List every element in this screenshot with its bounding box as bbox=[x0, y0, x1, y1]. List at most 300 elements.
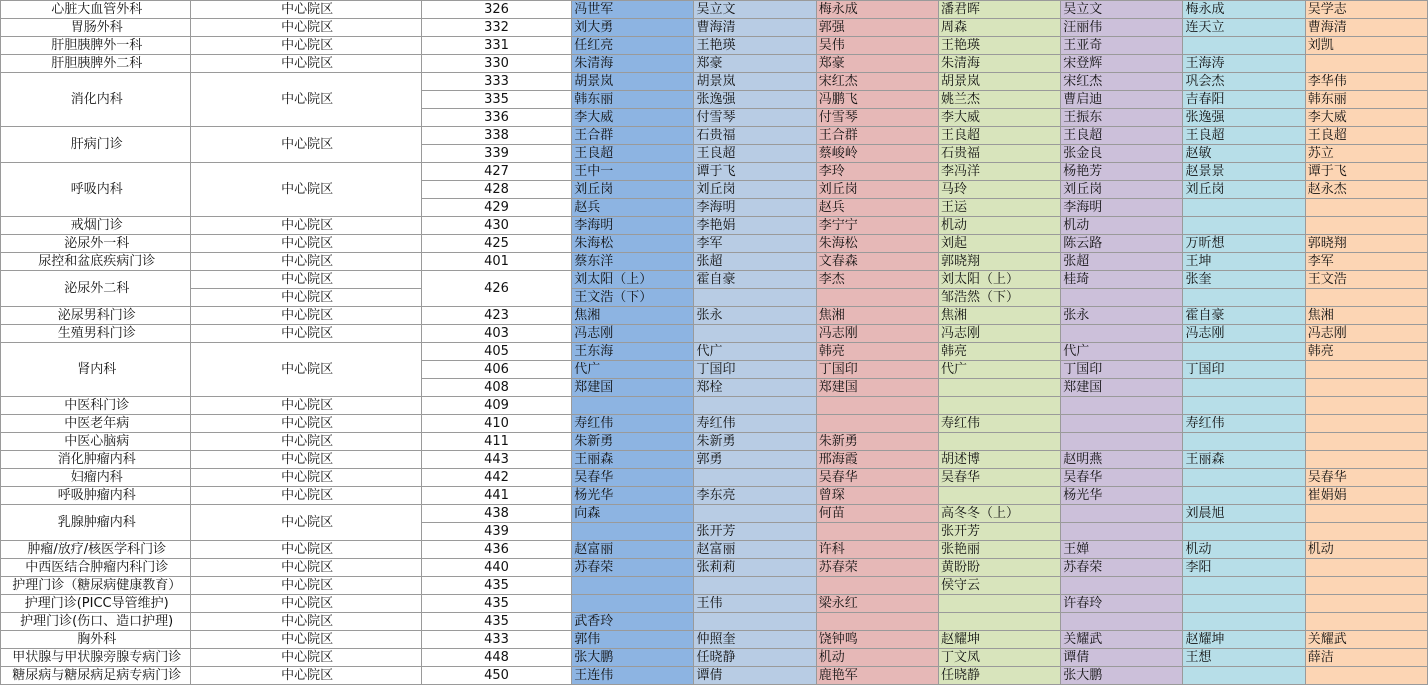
doctor-cell-day-5: 丁国印 bbox=[1061, 361, 1183, 379]
doctor-cell-day-6: 巩会杰 bbox=[1183, 73, 1305, 91]
doctor-cell-day-7: 赵永杰 bbox=[1305, 181, 1427, 199]
campus-cell: 中心院区 bbox=[191, 235, 421, 253]
room-cell: 428 bbox=[421, 181, 571, 199]
doctor-cell-day-4 bbox=[938, 613, 1060, 631]
doctor-cell-day-3: 饶钟鸣 bbox=[816, 631, 938, 649]
campus-cell: 中心院区 bbox=[191, 415, 421, 433]
doctor-cell-day-3: 梁永红 bbox=[816, 595, 938, 613]
doctor-cell-day-7: 关耀武 bbox=[1305, 631, 1427, 649]
table-row bbox=[1, 433, 1428, 451]
doctor-cell-day-3: 丁国印 bbox=[816, 361, 938, 379]
doctor-cell-day-5 bbox=[1061, 289, 1183, 307]
room-cell: 441 bbox=[421, 487, 571, 505]
table-row bbox=[1, 469, 1428, 487]
campus-cell: 中心院区 bbox=[191, 37, 421, 55]
table-row bbox=[1, 55, 1428, 73]
department-cell: 肝病门诊 bbox=[1, 127, 191, 163]
doctor-cell-day-7 bbox=[1305, 415, 1427, 433]
doctor-cell-day-5: 汪丽伟 bbox=[1061, 19, 1183, 37]
table-row bbox=[1, 667, 1428, 685]
doctor-cell-day-5 bbox=[1061, 577, 1183, 595]
doctor-cell-day-1: 朱清海 bbox=[572, 55, 694, 73]
doctor-cell-day-6 bbox=[1183, 379, 1305, 397]
table-row bbox=[1, 163, 1428, 181]
campus-cell: 中心院区 bbox=[191, 487, 421, 505]
doctor-cell-day-4: 焦湘 bbox=[938, 307, 1060, 325]
doctor-cell-day-3: 郑建国 bbox=[816, 379, 938, 397]
doctor-cell-day-6 bbox=[1183, 667, 1305, 685]
room-cell: 436 bbox=[421, 541, 571, 559]
doctor-cell-day-7 bbox=[1305, 397, 1427, 415]
department-cell: 生殖男科门诊 bbox=[1, 325, 191, 343]
department-cell: 甲状腺与甲状腺旁腺专病门诊 bbox=[1, 649, 191, 667]
doctor-cell-day-4: 吴春华 bbox=[938, 469, 1060, 487]
doctor-cell-day-5: 刘丘岗 bbox=[1061, 181, 1183, 199]
table-row bbox=[1, 595, 1428, 613]
doctor-cell-day-2: 王伟 bbox=[694, 595, 816, 613]
department-cell: 泌尿外一科 bbox=[1, 235, 191, 253]
doctor-cell-day-2 bbox=[694, 397, 816, 415]
doctor-cell-day-1: 张大鹏 bbox=[572, 649, 694, 667]
doctor-cell-day-7: 王良超 bbox=[1305, 127, 1427, 145]
doctor-cell-day-7: 李华伟 bbox=[1305, 73, 1427, 91]
doctor-cell-day-1: 王东海 bbox=[572, 343, 694, 361]
doctor-cell-day-1: 刘太阳（上） bbox=[572, 271, 694, 289]
doctor-cell-day-6 bbox=[1183, 217, 1305, 235]
doctor-cell-day-2 bbox=[694, 613, 816, 631]
doctor-cell-day-6: 王想 bbox=[1183, 649, 1305, 667]
doctor-cell-day-7: 韩东丽 bbox=[1305, 91, 1427, 109]
campus-cell: 中心院区 bbox=[191, 271, 421, 289]
doctor-cell-day-6 bbox=[1183, 37, 1305, 55]
campus-cell: 中心院区 bbox=[191, 343, 421, 397]
campus-cell: 中心院区 bbox=[191, 559, 421, 577]
department-cell: 中医心脑病 bbox=[1, 433, 191, 451]
doctor-cell-day-3: 鹿艳军 bbox=[816, 667, 938, 685]
table-row bbox=[1, 307, 1428, 325]
table-row bbox=[1, 73, 1428, 91]
doctor-cell-day-4: 郭晓翔 bbox=[938, 253, 1060, 271]
room-cell: 435 bbox=[421, 577, 571, 595]
department-cell: 呼吸肿瘤内科 bbox=[1, 487, 191, 505]
doctor-cell-day-7: 吴春华 bbox=[1305, 469, 1427, 487]
doctor-cell-day-5 bbox=[1061, 415, 1183, 433]
room-cell: 435 bbox=[421, 595, 571, 613]
doctor-cell-day-4: 丁文凤 bbox=[938, 649, 1060, 667]
department-cell: 消化肿瘤内科 bbox=[1, 451, 191, 469]
doctor-cell-day-4: 王运 bbox=[938, 199, 1060, 217]
doctor-cell-day-2: 付雪琴 bbox=[694, 109, 816, 127]
doctor-cell-day-5: 李海明 bbox=[1061, 199, 1183, 217]
table-row bbox=[1, 235, 1428, 253]
doctor-cell-day-4: 王艳瑛 bbox=[938, 37, 1060, 55]
room-cell: 401 bbox=[421, 253, 571, 271]
table-row bbox=[1, 19, 1428, 37]
doctor-cell-day-1 bbox=[572, 577, 694, 595]
doctor-cell-day-7 bbox=[1305, 433, 1427, 451]
department-cell: 中西医结合肿瘤内科门诊 bbox=[1, 559, 191, 577]
doctor-cell-day-4: 机动 bbox=[938, 217, 1060, 235]
doctor-cell-day-3 bbox=[816, 397, 938, 415]
table-row bbox=[1, 505, 1428, 523]
doctor-cell-day-1: 王文浩（下） bbox=[572, 289, 694, 307]
doctor-cell-day-2: 王良超 bbox=[694, 145, 816, 163]
doctor-cell-day-1: 冯世军 bbox=[572, 1, 694, 19]
doctor-cell-day-5 bbox=[1061, 505, 1183, 523]
doctor-cell-day-3 bbox=[816, 289, 938, 307]
schedule-body bbox=[1, 1, 1428, 685]
doctor-cell-day-3: 郭强 bbox=[816, 19, 938, 37]
department-cell: 护理门诊（糖尿病健康教育） bbox=[1, 577, 191, 595]
department-cell: 中医老年病 bbox=[1, 415, 191, 433]
doctor-cell-day-7 bbox=[1305, 361, 1427, 379]
doctor-cell-day-5: 王良超 bbox=[1061, 127, 1183, 145]
doctor-cell-day-6 bbox=[1183, 469, 1305, 487]
room-cell: 330 bbox=[421, 55, 571, 73]
table-row bbox=[1, 289, 1428, 307]
doctor-cell-day-3 bbox=[816, 577, 938, 595]
doctor-cell-day-7 bbox=[1305, 667, 1427, 685]
room-cell: 442 bbox=[421, 469, 571, 487]
doctor-cell-day-3: 韩亮 bbox=[816, 343, 938, 361]
doctor-cell-day-2: 王艳瑛 bbox=[694, 37, 816, 55]
doctor-cell-day-1: 李大威 bbox=[572, 109, 694, 127]
doctor-cell-day-7 bbox=[1305, 217, 1427, 235]
doctor-cell-day-6: 赵敏 bbox=[1183, 145, 1305, 163]
doctor-cell-day-1: 武香玲 bbox=[572, 613, 694, 631]
doctor-cell-day-5: 杨艳芳 bbox=[1061, 163, 1183, 181]
doctor-cell-day-2: 仲照奎 bbox=[694, 631, 816, 649]
campus-cell: 中心院区 bbox=[191, 433, 421, 451]
campus-cell: 中心院区 bbox=[191, 253, 421, 271]
doctor-cell-day-7: 郭晓翔 bbox=[1305, 235, 1427, 253]
doctor-cell-day-4: 代广 bbox=[938, 361, 1060, 379]
doctor-cell-day-2 bbox=[694, 469, 816, 487]
doctor-cell-day-3: 王合群 bbox=[816, 127, 938, 145]
table-row bbox=[1, 649, 1428, 667]
doctor-cell-day-5: 陈云路 bbox=[1061, 235, 1183, 253]
room-cell: 443 bbox=[421, 451, 571, 469]
doctor-cell-day-3: 朱海松 bbox=[816, 235, 938, 253]
room-cell: 411 bbox=[421, 433, 571, 451]
doctor-cell-day-6: 连天立 bbox=[1183, 19, 1305, 37]
doctor-cell-day-3 bbox=[816, 523, 938, 541]
doctor-cell-day-4: 马玲 bbox=[938, 181, 1060, 199]
room-cell: 326 bbox=[421, 1, 571, 19]
doctor-cell-day-7: 曹海清 bbox=[1305, 19, 1427, 37]
campus-cell: 中心院区 bbox=[191, 73, 421, 127]
room-cell: 450 bbox=[421, 667, 571, 685]
doctor-cell-day-4 bbox=[938, 595, 1060, 613]
doctor-cell-day-2: 胡景岚 bbox=[694, 73, 816, 91]
room-cell: 423 bbox=[421, 307, 571, 325]
doctor-cell-day-3: 刘丘岗 bbox=[816, 181, 938, 199]
doctor-cell-day-5: 赵明燕 bbox=[1061, 451, 1183, 469]
doctor-cell-day-5 bbox=[1061, 523, 1183, 541]
doctor-cell-day-6: 张奎 bbox=[1183, 271, 1305, 289]
doctor-cell-day-3: 宋红杰 bbox=[816, 73, 938, 91]
doctor-cell-day-5: 代广 bbox=[1061, 343, 1183, 361]
doctor-cell-day-2 bbox=[694, 289, 816, 307]
room-cell: 435 bbox=[421, 613, 571, 631]
doctor-cell-day-1: 李海明 bbox=[572, 217, 694, 235]
doctor-cell-day-7 bbox=[1305, 379, 1427, 397]
doctor-cell-day-4: 李大威 bbox=[938, 109, 1060, 127]
room-cell: 429 bbox=[421, 199, 571, 217]
table-row bbox=[1, 1, 1428, 19]
doctor-cell-day-6: 李阳 bbox=[1183, 559, 1305, 577]
doctor-cell-day-4 bbox=[938, 433, 1060, 451]
doctor-cell-day-5: 谭倩 bbox=[1061, 649, 1183, 667]
doctor-cell-day-3: 朱新勇 bbox=[816, 433, 938, 451]
doctor-cell-day-6: 王海涛 bbox=[1183, 55, 1305, 73]
table-row bbox=[1, 577, 1428, 595]
doctor-cell-day-1: 朱海松 bbox=[572, 235, 694, 253]
doctor-cell-day-3: 曾琛 bbox=[816, 487, 938, 505]
department-cell: 乳腺肿瘤内科 bbox=[1, 505, 191, 541]
department-cell: 肝胆胰脾外一科 bbox=[1, 37, 191, 55]
doctor-cell-day-3: 梅永成 bbox=[816, 1, 938, 19]
table-row bbox=[1, 631, 1428, 649]
doctor-cell-day-5: 张超 bbox=[1061, 253, 1183, 271]
campus-cell: 中心院区 bbox=[191, 505, 421, 541]
doctor-cell-day-2: 寿红伟 bbox=[694, 415, 816, 433]
department-cell: 中医科门诊 bbox=[1, 397, 191, 415]
doctor-cell-day-5: 吴春华 bbox=[1061, 469, 1183, 487]
doctor-cell-day-5: 郑建国 bbox=[1061, 379, 1183, 397]
room-cell: 339 bbox=[421, 145, 571, 163]
doctor-cell-day-2: 吴立文 bbox=[694, 1, 816, 19]
table-row bbox=[1, 271, 1428, 289]
doctor-cell-day-6 bbox=[1183, 343, 1305, 361]
doctor-cell-day-4: 侯守云 bbox=[938, 577, 1060, 595]
doctor-cell-day-2: 郑栓 bbox=[694, 379, 816, 397]
doctor-cell-day-3: 李玲 bbox=[816, 163, 938, 181]
table-row bbox=[1, 217, 1428, 235]
doctor-cell-day-1: 胡景岚 bbox=[572, 73, 694, 91]
doctor-cell-day-4: 寿红伟 bbox=[938, 415, 1060, 433]
campus-cell: 中心院区 bbox=[191, 163, 421, 217]
doctor-cell-day-2: 曹海清 bbox=[694, 19, 816, 37]
doctor-cell-day-5: 张永 bbox=[1061, 307, 1183, 325]
doctor-cell-day-7: 吴学志 bbox=[1305, 1, 1427, 19]
room-cell: 426 bbox=[421, 271, 571, 307]
doctor-cell-day-7 bbox=[1305, 523, 1427, 541]
room-cell: 427 bbox=[421, 163, 571, 181]
table-row bbox=[1, 415, 1428, 433]
doctor-cell-day-4: 赵耀坤 bbox=[938, 631, 1060, 649]
room-cell: 403 bbox=[421, 325, 571, 343]
doctor-cell-day-5: 王振东 bbox=[1061, 109, 1183, 127]
doctor-cell-day-4: 石贵福 bbox=[938, 145, 1060, 163]
doctor-cell-day-5: 桂琦 bbox=[1061, 271, 1183, 289]
doctor-cell-day-6 bbox=[1183, 595, 1305, 613]
campus-cell: 中心院区 bbox=[191, 325, 421, 343]
doctor-cell-day-5: 张金良 bbox=[1061, 145, 1183, 163]
doctor-cell-day-4: 冯志刚 bbox=[938, 325, 1060, 343]
doctor-cell-day-7 bbox=[1305, 55, 1427, 73]
doctor-cell-day-1 bbox=[572, 595, 694, 613]
doctor-cell-day-4: 王良超 bbox=[938, 127, 1060, 145]
doctor-cell-day-6: 寿红伟 bbox=[1183, 415, 1305, 433]
doctor-cell-day-4: 张艳丽 bbox=[938, 541, 1060, 559]
doctor-cell-day-2: 郭勇 bbox=[694, 451, 816, 469]
doctor-cell-day-7: 薛洁 bbox=[1305, 649, 1427, 667]
doctor-cell-day-2: 代广 bbox=[694, 343, 816, 361]
doctor-cell-day-2: 赵富丽 bbox=[694, 541, 816, 559]
doctor-cell-day-7: 韩亮 bbox=[1305, 343, 1427, 361]
doctor-cell-day-1: 刘大勇 bbox=[572, 19, 694, 37]
room-cell: 410 bbox=[421, 415, 571, 433]
doctor-cell-day-5: 曹启迪 bbox=[1061, 91, 1183, 109]
doctor-cell-day-1: 代广 bbox=[572, 361, 694, 379]
doctor-cell-day-1: 刘丘岗 bbox=[572, 181, 694, 199]
doctor-cell-day-1 bbox=[572, 397, 694, 415]
doctor-cell-day-2: 任晓静 bbox=[694, 649, 816, 667]
campus-cell: 中心院区 bbox=[191, 289, 421, 307]
doctor-cell-day-2 bbox=[694, 505, 816, 523]
doctor-cell-day-2 bbox=[694, 577, 816, 595]
doctor-cell-day-3 bbox=[816, 613, 938, 631]
doctor-cell-day-6: 张逸强 bbox=[1183, 109, 1305, 127]
doctor-cell-day-6: 赵景景 bbox=[1183, 163, 1305, 181]
doctor-cell-day-3: 苏春荣 bbox=[816, 559, 938, 577]
campus-cell: 中心院区 bbox=[191, 127, 421, 163]
room-cell: 335 bbox=[421, 91, 571, 109]
doctor-cell-day-2: 谭于飞 bbox=[694, 163, 816, 181]
doctor-cell-day-5: 宋红杰 bbox=[1061, 73, 1183, 91]
doctor-cell-day-6: 机动 bbox=[1183, 541, 1305, 559]
room-cell: 405 bbox=[421, 343, 571, 361]
department-cell: 护理门诊(PICC导管维护) bbox=[1, 595, 191, 613]
doctor-cell-day-2: 朱新勇 bbox=[694, 433, 816, 451]
doctor-cell-day-1: 苏春荣 bbox=[572, 559, 694, 577]
doctor-cell-day-4 bbox=[938, 397, 1060, 415]
room-cell: 430 bbox=[421, 217, 571, 235]
doctor-cell-day-6: 万昕想 bbox=[1183, 235, 1305, 253]
doctor-cell-day-4: 朱清海 bbox=[938, 55, 1060, 73]
doctor-cell-day-7: 刘凯 bbox=[1305, 37, 1427, 55]
doctor-cell-day-7: 李大威 bbox=[1305, 109, 1427, 127]
doctor-cell-day-2: 丁国印 bbox=[694, 361, 816, 379]
room-cell: 408 bbox=[421, 379, 571, 397]
doctor-cell-day-1: 朱新勇 bbox=[572, 433, 694, 451]
department-cell: 心脏大血管外科 bbox=[1, 1, 191, 19]
doctor-cell-day-5: 关耀武 bbox=[1061, 631, 1183, 649]
doctor-cell-day-3: 邢海霞 bbox=[816, 451, 938, 469]
doctor-cell-day-2: 郑豪 bbox=[694, 55, 816, 73]
doctor-cell-day-6: 王良超 bbox=[1183, 127, 1305, 145]
doctor-cell-day-7: 谭于飞 bbox=[1305, 163, 1427, 181]
doctor-cell-day-5: 张大鹏 bbox=[1061, 667, 1183, 685]
table-row bbox=[1, 343, 1428, 361]
doctor-cell-day-1: 赵兵 bbox=[572, 199, 694, 217]
doctor-cell-day-7: 李军 bbox=[1305, 253, 1427, 271]
room-cell: 409 bbox=[421, 397, 571, 415]
doctor-cell-day-3: 郑豪 bbox=[816, 55, 938, 73]
doctor-cell-day-6 bbox=[1183, 397, 1305, 415]
doctor-cell-day-5 bbox=[1061, 433, 1183, 451]
doctor-cell-day-6: 冯志刚 bbox=[1183, 325, 1305, 343]
campus-cell: 中心院区 bbox=[191, 613, 421, 631]
room-cell: 439 bbox=[421, 523, 571, 541]
campus-cell: 中心院区 bbox=[191, 1, 421, 19]
doctor-cell-day-1: 冯志刚 bbox=[572, 325, 694, 343]
doctor-cell-day-2: 霍自豪 bbox=[694, 271, 816, 289]
doctor-cell-day-2: 张莉莉 bbox=[694, 559, 816, 577]
doctor-cell-day-1 bbox=[572, 523, 694, 541]
doctor-cell-day-3: 蔡峻岭 bbox=[816, 145, 938, 163]
doctor-cell-day-5: 宋登辉 bbox=[1061, 55, 1183, 73]
doctor-cell-day-7: 焦湘 bbox=[1305, 307, 1427, 325]
doctor-cell-day-4: 刘太阳（上） bbox=[938, 271, 1060, 289]
doctor-cell-day-4 bbox=[938, 487, 1060, 505]
doctor-cell-day-3: 李宁宁 bbox=[816, 217, 938, 235]
doctor-cell-day-2 bbox=[694, 325, 816, 343]
doctor-cell-day-7 bbox=[1305, 559, 1427, 577]
doctor-cell-day-4: 高冬冬（上） bbox=[938, 505, 1060, 523]
doctor-cell-day-3: 何苗 bbox=[816, 505, 938, 523]
doctor-cell-day-6: 王丽森 bbox=[1183, 451, 1305, 469]
department-cell: 泌尿外二科 bbox=[1, 271, 191, 307]
table-row bbox=[1, 127, 1428, 145]
doctor-cell-day-1: 王中一 bbox=[572, 163, 694, 181]
campus-cell: 中心院区 bbox=[191, 667, 421, 685]
department-cell: 戒烟门诊 bbox=[1, 217, 191, 235]
doctor-cell-day-2: 谭倩 bbox=[694, 667, 816, 685]
doctor-cell-day-4: 胡景岚 bbox=[938, 73, 1060, 91]
doctor-cell-day-1: 郑建国 bbox=[572, 379, 694, 397]
department-cell: 护理门诊(伤口、造口护理) bbox=[1, 613, 191, 631]
doctor-cell-day-7: 崔娟娟 bbox=[1305, 487, 1427, 505]
doctor-cell-day-4: 任晓静 bbox=[938, 667, 1060, 685]
doctor-cell-day-5 bbox=[1061, 397, 1183, 415]
doctor-cell-day-6: 吉春阳 bbox=[1183, 91, 1305, 109]
doctor-cell-day-4: 姚兰杰 bbox=[938, 91, 1060, 109]
doctor-cell-day-4: 邹浩然（下） bbox=[938, 289, 1060, 307]
doctor-cell-day-1: 王良超 bbox=[572, 145, 694, 163]
doctor-cell-day-2: 李海明 bbox=[694, 199, 816, 217]
doctor-cell-day-3: 吴伟 bbox=[816, 37, 938, 55]
campus-cell: 中心院区 bbox=[191, 649, 421, 667]
doctor-cell-day-5: 苏春荣 bbox=[1061, 559, 1183, 577]
doctor-cell-day-6 bbox=[1183, 487, 1305, 505]
room-cell: 332 bbox=[421, 19, 571, 37]
doctor-cell-day-1: 王丽森 bbox=[572, 451, 694, 469]
room-cell: 406 bbox=[421, 361, 571, 379]
doctor-cell-day-2: 张超 bbox=[694, 253, 816, 271]
doctor-cell-day-3: 付雪琴 bbox=[816, 109, 938, 127]
doctor-cell-day-7 bbox=[1305, 199, 1427, 217]
doctor-cell-day-1: 向森 bbox=[572, 505, 694, 523]
doctor-cell-day-3: 吴春华 bbox=[816, 469, 938, 487]
doctor-cell-day-3: 冯志刚 bbox=[816, 325, 938, 343]
department-cell: 尿控和盆底疾病门诊 bbox=[1, 253, 191, 271]
doctor-cell-day-6 bbox=[1183, 613, 1305, 631]
doctor-cell-day-6: 赵耀坤 bbox=[1183, 631, 1305, 649]
doctor-cell-day-3: 焦湘 bbox=[816, 307, 938, 325]
campus-cell: 中心院区 bbox=[191, 55, 421, 73]
department-cell: 妇瘤内科 bbox=[1, 469, 191, 487]
doctor-cell-day-4: 胡述博 bbox=[938, 451, 1060, 469]
doctor-cell-day-6: 梅永成 bbox=[1183, 1, 1305, 19]
doctor-cell-day-1: 焦湘 bbox=[572, 307, 694, 325]
doctor-cell-day-4: 李冯洋 bbox=[938, 163, 1060, 181]
doctor-cell-day-1: 任红亮 bbox=[572, 37, 694, 55]
campus-cell: 中心院区 bbox=[191, 451, 421, 469]
doctor-cell-day-5 bbox=[1061, 613, 1183, 631]
campus-cell: 中心院区 bbox=[191, 577, 421, 595]
